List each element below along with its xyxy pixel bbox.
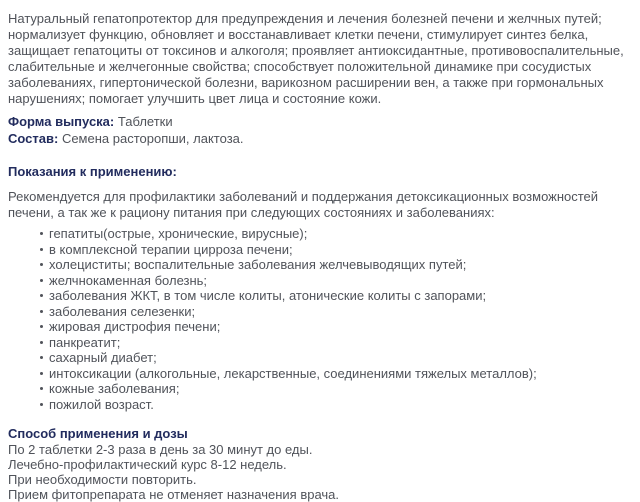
dosage-line: Лечебно-профилактический курс 8-12 недель. <box>8 457 287 472</box>
release-form-label: Форма выпуска: <box>8 114 115 129</box>
release-form-value: Таблетки <box>117 114 173 129</box>
composition-label: Состав: <box>8 131 59 146</box>
composition-value: Семена расторопши, лактоза. <box>61 131 244 146</box>
indications-list-item: жировая дистрофия печени; <box>41 319 626 335</box>
product-attributes <box>8 113 626 147</box>
indications-list-item: желчнокаменная болезнь; <box>41 273 626 289</box>
dosage-line: По 2 таблетки 2-3 раза в день за 30 минут до еды. <box>8 442 313 457</box>
indications-list-item: пожилой возраст. <box>41 397 626 413</box>
indications-list-item: заболевания ЖКТ, в том числе колиты, атонические колиты с запорами; <box>41 288 626 304</box>
indications-list-item: кожные заболевания; <box>41 381 626 397</box>
indications-heading: Показания к применению: <box>8 164 177 179</box>
indications-list-item: панкреатит; <box>41 335 626 351</box>
dosage-line: Прием фитопрепарата не отменяет назначения врача. <box>8 487 340 502</box>
dosage-line: При необходимости повторить. <box>8 472 197 487</box>
dosage-lines <box>8 442 626 502</box>
indications-list <box>8 226 626 412</box>
release-form-line <box>8 113 626 130</box>
intro-paragraph: Натуральный гепатопротектор для предупреждения и лечения болезней печени и желчных путей; нормализует функцию, обновляет и восстанавливает клетки печени, стимулирует синтез белка, защищает гепатоциты от токсинов и алкоголя; проявляет антиоксидантные, противовоспалительные, слабительные и желчегонные свойства; способствует положительной динамике при сосудистых заболеваниях, гипертонической болезни, варикозном расширении вен, а также при гормональных нарушениях; помогает улучшить цвет лица и состояние кожи. <box>8 11 624 106</box>
dosage-heading: Способ применения и дозы <box>8 426 188 441</box>
indications-list-item: сахарный диабет; <box>41 350 626 366</box>
indications-list-item: в комплексной терапии цирроза печени; <box>41 242 626 258</box>
indications-intro: Рекомендуется для профилактики заболеваний и поддержания детоксикационных возможностей печени, а так же к рациону питания при следующих состояниях и заболеваниях: <box>8 189 599 220</box>
indications-list-item: гепатиты(острые, хронические, вирусные); <box>41 226 626 242</box>
indications-list-item: холециститы; воспалительные заболевания желчевыводящих путей; <box>41 257 626 273</box>
indications-list-item: заболевания селезенки; <box>41 304 626 320</box>
indications-list-item: интоксикации (алкогольные, лекарственные, соединениями тяжелых металлов); <box>41 366 626 382</box>
composition-line <box>8 130 626 147</box>
